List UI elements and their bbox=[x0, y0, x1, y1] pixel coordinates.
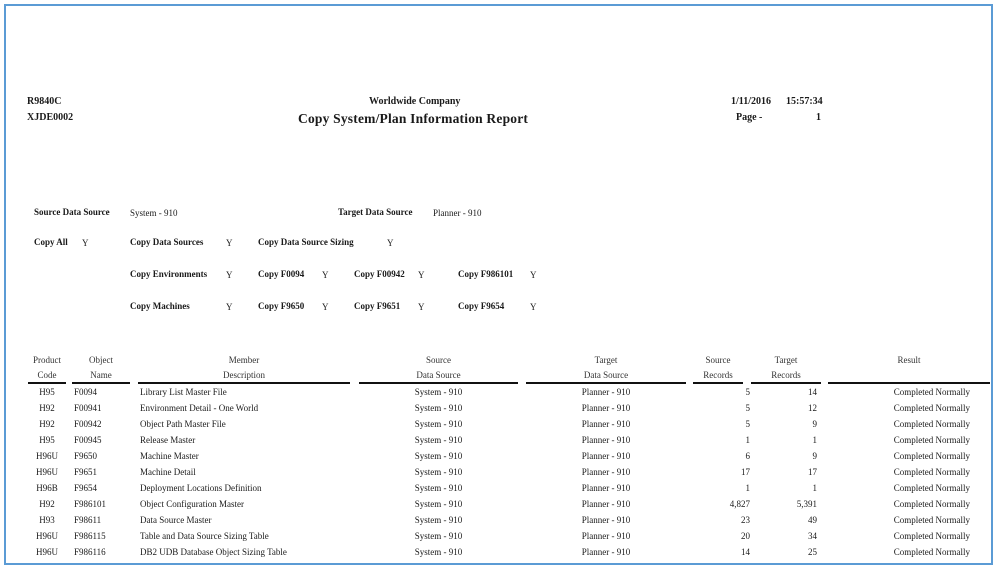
copy-data-sources-value: Y bbox=[226, 238, 233, 248]
cell-target-data-source: Planner - 910 bbox=[581, 499, 631, 509]
copy-f9650-value: Y bbox=[322, 302, 329, 312]
cell-product-code: H92 bbox=[39, 403, 55, 413]
cell-object-name: F986101 bbox=[74, 499, 107, 509]
cell-source-records: 23 bbox=[741, 515, 750, 525]
copy-environments-label: Copy Environments bbox=[130, 269, 208, 279]
table-row bbox=[0, 496, 997, 512]
cell-target-records: 34 bbox=[808, 531, 817, 541]
cell-member-description: Machine Detail bbox=[140, 467, 196, 477]
copy-f986101-value: Y bbox=[530, 270, 537, 280]
cell-member-description: Table and Data Source Sizing Table bbox=[140, 531, 269, 541]
cell-product-code: H96U bbox=[36, 547, 58, 557]
cell-source-data-source: System - 910 bbox=[414, 403, 463, 413]
cell-source-data-source: System - 910 bbox=[414, 547, 463, 557]
table-row bbox=[0, 512, 997, 528]
copy-f9651-value: Y bbox=[418, 302, 425, 312]
cell-product-code: H93 bbox=[39, 515, 55, 525]
column-header-result: Result bbox=[828, 353, 990, 383]
page-label: Page - bbox=[736, 112, 763, 123]
copy-all-label: Copy All bbox=[34, 237, 68, 247]
cell-member-description: Environment Detail - One World bbox=[140, 403, 259, 413]
cell-target-data-source: Planner - 910 bbox=[581, 531, 631, 541]
source-data-source-value: System - 910 bbox=[130, 208, 178, 218]
cell-object-name: F0094 bbox=[74, 387, 98, 397]
cell-product-code: H92 bbox=[39, 419, 55, 429]
cell-product-code: H96U bbox=[36, 451, 58, 461]
column-header-source-data-source: Source Data Source bbox=[359, 353, 518, 383]
cell-target-data-source: Planner - 910 bbox=[581, 419, 631, 429]
cell-target-records: 9 bbox=[812, 419, 817, 429]
cell-source-records: 5 bbox=[745, 387, 750, 397]
cell-source-data-source: System - 910 bbox=[414, 451, 463, 461]
copy-all-value: Y bbox=[82, 238, 89, 248]
cell-target-data-source: Planner - 910 bbox=[581, 435, 631, 445]
report-time: 15:57:34 bbox=[786, 96, 823, 107]
cell-target-data-source: Planner - 910 bbox=[581, 515, 631, 525]
cell-source-records: 5 bbox=[745, 419, 750, 429]
cell-result: Completed Normally bbox=[893, 499, 970, 509]
cell-member-description: Object Path Master File bbox=[140, 419, 226, 429]
cell-object-name: F9650 bbox=[74, 451, 98, 461]
copy-machines-label: Copy Machines bbox=[130, 301, 190, 311]
cell-source-data-source: System - 910 bbox=[414, 467, 463, 477]
cell-source-data-source: System - 910 bbox=[414, 419, 463, 429]
cell-source-data-source: System - 910 bbox=[414, 499, 463, 509]
table-row bbox=[0, 544, 997, 560]
report-title: Copy System/Plan Information Report bbox=[298, 111, 529, 126]
copy-f9654-value: Y bbox=[530, 302, 537, 312]
report-date: 1/11/2016 bbox=[731, 96, 772, 107]
version-id: XJDE0002 bbox=[27, 112, 74, 123]
cell-source-records: 4,827 bbox=[729, 499, 750, 509]
cell-source-data-source: System - 910 bbox=[414, 531, 463, 541]
copy-f9651-label: Copy F9651 bbox=[354, 301, 401, 311]
cell-object-name: F00942 bbox=[74, 419, 102, 429]
column-header-target-records: Target Records bbox=[751, 353, 821, 383]
cell-source-records: 14 bbox=[741, 547, 750, 557]
copy-f986101-label: Copy F986101 bbox=[458, 269, 514, 279]
column-header-source-records: Source Records bbox=[693, 353, 743, 383]
cell-product-code: H95 bbox=[39, 435, 55, 445]
table-row bbox=[0, 384, 997, 400]
table-row bbox=[0, 448, 997, 464]
cell-object-name: F986116 bbox=[74, 547, 106, 557]
cell-member-description: Machine Master bbox=[140, 451, 199, 461]
table-row bbox=[0, 464, 997, 480]
cell-target-records: 9 bbox=[812, 451, 817, 461]
copy-f9654-label: Copy F9654 bbox=[458, 301, 505, 311]
cell-source-data-source: System - 910 bbox=[414, 435, 463, 445]
copy-machines-value: Y bbox=[226, 302, 233, 312]
source-data-source-label: Source Data Source bbox=[34, 207, 110, 217]
cell-target-records: 12 bbox=[808, 403, 817, 413]
cell-object-name: F00945 bbox=[74, 435, 102, 445]
copy-data-source-sizing-value: Y bbox=[387, 238, 394, 248]
cell-result: Completed Normally bbox=[893, 387, 970, 397]
cell-product-code: H96U bbox=[36, 467, 58, 477]
copy-f00942-value: Y bbox=[418, 270, 425, 280]
table-row bbox=[0, 400, 997, 416]
cell-object-name: F986115 bbox=[74, 531, 106, 541]
cell-product-code: H92 bbox=[39, 499, 55, 509]
cell-result: Completed Normally bbox=[893, 451, 970, 461]
copy-f9650-label: Copy F9650 bbox=[258, 301, 305, 311]
cell-target-data-source: Planner - 910 bbox=[581, 467, 631, 477]
copy-data-source-sizing-label: Copy Data Source Sizing bbox=[258, 237, 354, 247]
cell-result: Completed Normally bbox=[893, 483, 970, 493]
cell-source-records: 6 bbox=[745, 451, 750, 461]
copy-f00942-label: Copy F00942 bbox=[354, 269, 405, 279]
cell-result: Completed Normally bbox=[893, 547, 970, 557]
table-row bbox=[0, 432, 997, 448]
cell-result: Completed Normally bbox=[893, 531, 970, 541]
cell-product-code: H96B bbox=[36, 483, 58, 493]
cell-member-description: Deployment Locations Definition bbox=[140, 483, 262, 493]
cell-target-records: 25 bbox=[808, 547, 817, 557]
cell-target-data-source: Planner - 910 bbox=[581, 387, 631, 397]
copy-data-sources-label: Copy Data Sources bbox=[130, 237, 204, 247]
cell-source-records: 5 bbox=[745, 403, 750, 413]
cell-target-records: 5,391 bbox=[796, 499, 817, 509]
column-header-product-code: Product Code bbox=[28, 353, 66, 383]
cell-member-description: Object Configuration Master bbox=[140, 499, 244, 509]
cell-result: Completed Normally bbox=[893, 467, 970, 477]
cell-source-records: 1 bbox=[745, 435, 750, 445]
cell-source-data-source: System - 910 bbox=[414, 515, 463, 525]
cell-source-data-source: System - 910 bbox=[414, 387, 463, 397]
cell-object-name: F9654 bbox=[74, 483, 98, 493]
cell-object-name: F98611 bbox=[74, 515, 102, 525]
column-header-member-description: Member Description bbox=[138, 353, 350, 383]
company-name: Worldwide Company bbox=[369, 96, 461, 107]
cell-source-records: 17 bbox=[741, 467, 750, 477]
cell-target-records: 14 bbox=[808, 387, 817, 397]
cell-source-data-source: System - 910 bbox=[414, 483, 463, 493]
column-header-target-data-source: Target Data Source bbox=[526, 353, 686, 383]
cell-target-records: 17 bbox=[808, 467, 817, 477]
table-row bbox=[0, 416, 997, 432]
cell-source-records: 20 bbox=[741, 531, 750, 541]
cell-target-data-source: Planner - 910 bbox=[581, 483, 631, 493]
cell-target-records: 1 bbox=[812, 483, 817, 493]
target-data-source-value: Planner - 910 bbox=[433, 208, 482, 218]
page-number: 1 bbox=[816, 112, 821, 123]
cell-object-name: F00941 bbox=[74, 403, 102, 413]
cell-member-description: Release Master bbox=[140, 435, 196, 445]
copy-environments-value: Y bbox=[226, 270, 233, 280]
cell-target-records: 49 bbox=[808, 515, 817, 525]
target-data-source-label: Target Data Source bbox=[338, 207, 413, 217]
cell-source-records: 1 bbox=[745, 483, 750, 493]
column-header-object-name: Object Name bbox=[72, 353, 130, 383]
cell-member-description: Library List Master File bbox=[140, 387, 227, 397]
cell-target-data-source: Planner - 910 bbox=[581, 451, 631, 461]
cell-object-name: F9651 bbox=[74, 467, 98, 477]
cell-target-data-source: Planner - 910 bbox=[581, 547, 631, 557]
copy-f0094-value: Y bbox=[322, 270, 329, 280]
copy-f0094-label: Copy F0094 bbox=[258, 269, 305, 279]
cell-target-records: 1 bbox=[812, 435, 817, 445]
program-id: R9840C bbox=[27, 96, 62, 107]
cell-product-code: H96U bbox=[36, 531, 58, 541]
cell-member-description: DB2 UDB Database Object Sizing Table bbox=[140, 547, 287, 557]
cell-result: Completed Normally bbox=[893, 419, 970, 429]
cell-result: Completed Normally bbox=[893, 403, 970, 413]
cell-result: Completed Normally bbox=[893, 515, 970, 525]
cell-member-description: Data Source Master bbox=[140, 515, 212, 525]
table-row bbox=[0, 528, 997, 544]
cell-product-code: H95 bbox=[39, 387, 55, 397]
table-row bbox=[0, 480, 997, 496]
cell-target-data-source: Planner - 910 bbox=[581, 403, 631, 413]
cell-result: Completed Normally bbox=[893, 435, 970, 445]
